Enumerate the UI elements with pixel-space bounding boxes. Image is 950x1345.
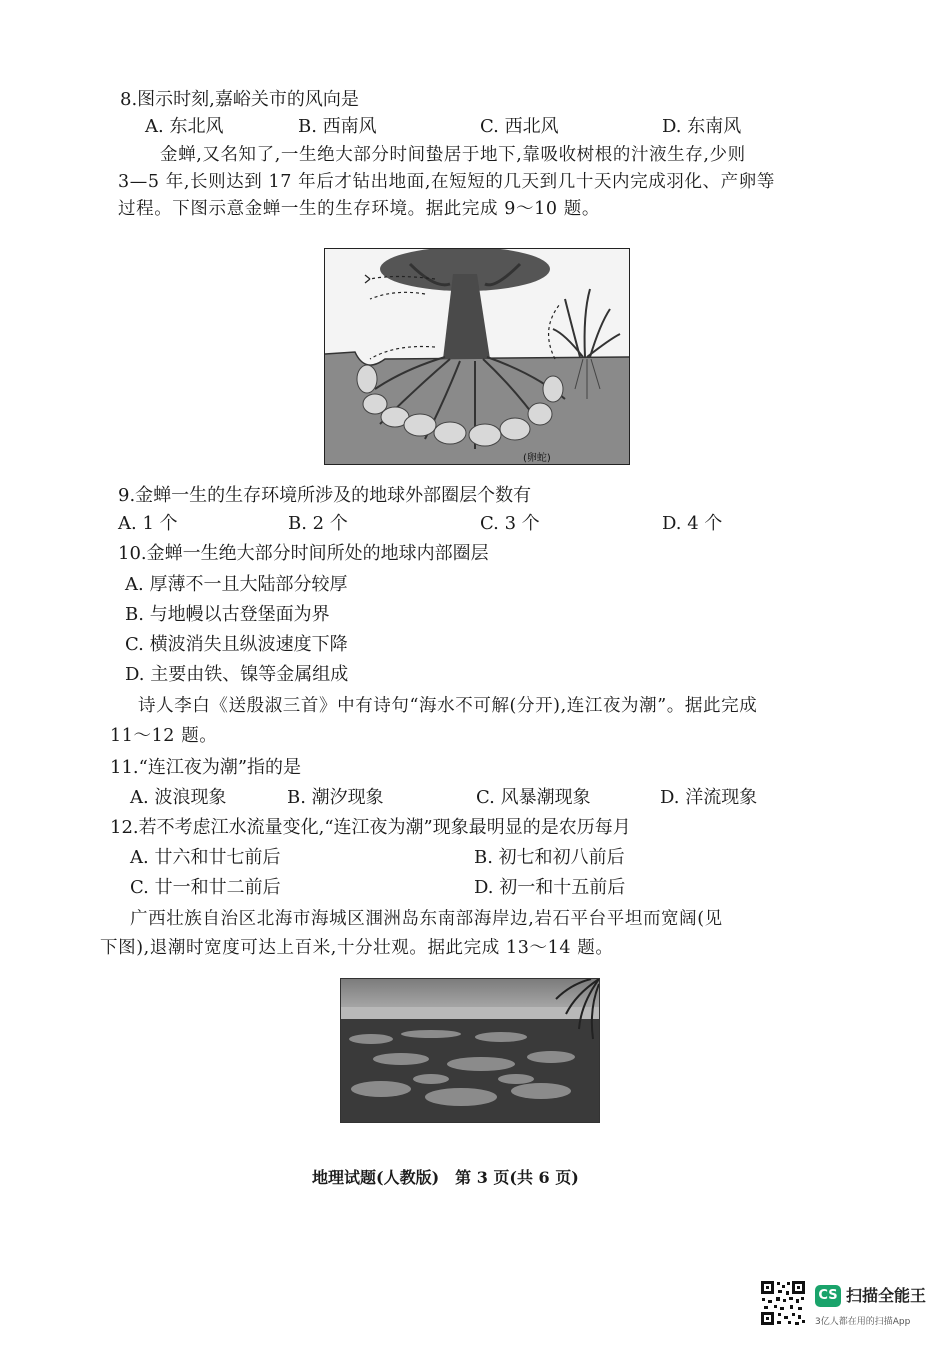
q11-option-b: B. 潮汐现象 (287, 787, 384, 808)
camscanner-logo-icon: CS (815, 1285, 841, 1307)
q8-option-a: A. 东北风 (145, 116, 224, 137)
passage3-line-2: 下图),退潮时宽度可达上百米,十分壮观。据此完成 13～14 题。 (100, 938, 614, 958)
q10-option-a: A. 厚薄不一且大陆部分较厚 (125, 574, 348, 595)
q8-option-b: B. 西南风 (298, 116, 377, 137)
passage2-line-2: 11～12 题。 (110, 726, 218, 746)
camscanner-name: 扫描全能王 (846, 1286, 927, 1305)
q11-option-c: C. 风暴潮现象 (476, 787, 591, 808)
q9-stem: 9.金蝉一生的生存环境所涉及的地球外部圈层个数有 (118, 485, 532, 506)
q9-option-d: D. 4 个 (662, 513, 723, 534)
q10-option-d: D. 主要由铁、镍等金属组成 (125, 664, 349, 685)
rock-platform-photo (340, 978, 600, 1123)
q10-option-c: C. 横波消失且纵波速度下降 (125, 634, 348, 655)
q11-stem: 11.“连江夜为潮”指的是 (110, 757, 302, 778)
q8-option-c: C. 西北风 (480, 116, 559, 137)
q12-stem: 12.若不考虑江水流量变化,“连江夜为潮”现象最明显的是农历每月 (110, 817, 631, 838)
passage1-line-2: 3—5 年,长则达到 17 年后才钻出地面,在短短的几天到几十天内完成羽化、产卵等 (118, 172, 775, 192)
passage1-line-3: 过程。下图示意金蝉一生的生存环境。据此完成 9～10 题。 (118, 199, 600, 219)
q9-option-a: A. 1 个 (118, 513, 178, 534)
figure-label: (卵蛇) (523, 453, 551, 464)
q8-stem: 8.图示时刻,嘉峪关市的风向是 (120, 89, 359, 110)
q12-option-b: B. 初七和初八前后 (474, 847, 625, 868)
passage1-line-1: 金蝉,又名知了,一生绝大部分时间蛰居于地下,靠吸收树根的汁液生存,少则 (160, 145, 746, 165)
q11-option-a: A. 波浪现象 (130, 787, 227, 808)
q10-option-b: B. 与地幔以古登堡面为界 (125, 604, 330, 625)
q12-option-a: A. 廿六和廿七前后 (130, 847, 281, 868)
q10-stem: 10.金蝉一生绝大部分时间所处的地球内部圈层 (118, 543, 489, 564)
cicada-habitat-illustration (325, 249, 629, 464)
q12-option-d: D. 初一和十五前后 (474, 877, 626, 898)
q9-option-c: C. 3 个 (480, 513, 540, 534)
passage3-line-1: 广西壮族自治区北海市海城区涠洲岛东南部海岸边,岩石平台平坦而宽阔(见 (130, 909, 723, 929)
qr-code-icon (760, 1280, 806, 1326)
rock-platform-image (341, 979, 599, 1122)
camscanner-slogan: 3亿人都在用的扫描App (815, 1317, 911, 1327)
cicada-habitat-figure (324, 248, 630, 465)
q8-option-d: D. 东南风 (662, 116, 742, 137)
q11-option-d: D. 洋流现象 (660, 787, 758, 808)
passage2-line-1: 诗人李白《送殷淑三首》中有诗句“海水不可解(分开),连江夜为潮”。据此完成 (138, 696, 758, 716)
page-footer: 地理试题(人教版) 第 3 页(共 6 页) (312, 1168, 579, 1187)
q9-option-b: B. 2 个 (288, 513, 348, 534)
q12-option-c: C. 廿一和廿二前后 (130, 877, 281, 898)
